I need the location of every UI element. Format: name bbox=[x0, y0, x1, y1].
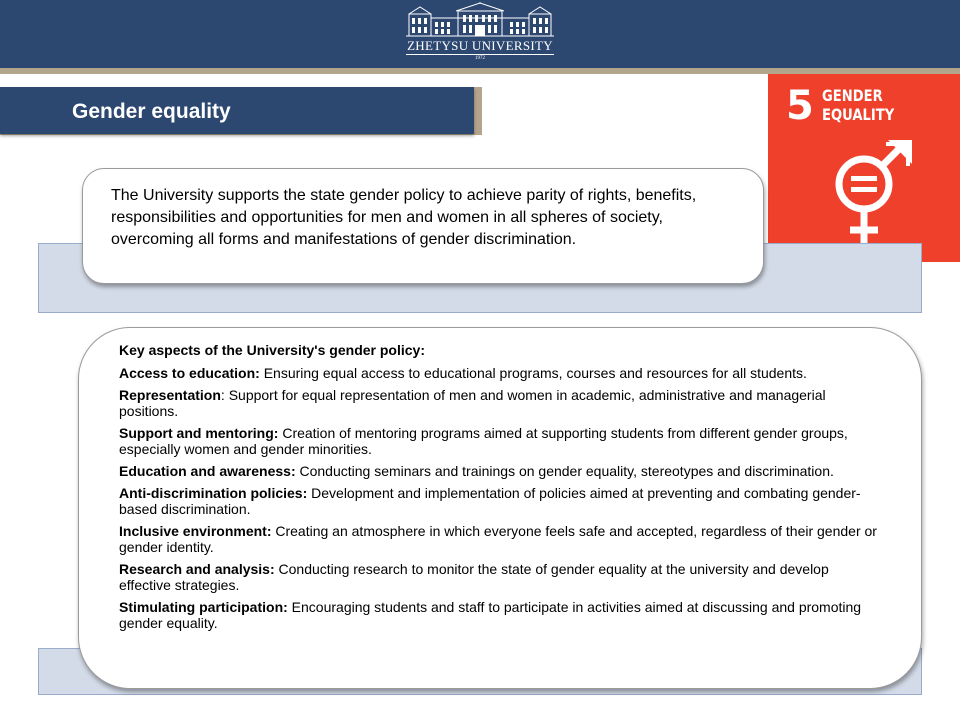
aspect-term: Research and analysis: bbox=[119, 561, 275, 577]
aspect-term: Education and awareness: bbox=[119, 463, 296, 479]
policy-aspect bbox=[119, 387, 879, 419]
policy-aspect bbox=[119, 425, 879, 457]
aspect-text: Encouraging students and staff to participate in activities aimed at discussing and promoting gender equality. bbox=[119, 599, 862, 631]
university-building-icon bbox=[406, 2, 554, 38]
founded-year: 1972 bbox=[475, 56, 485, 61]
header-bar bbox=[0, 0, 960, 68]
aspect-text: Conducting research to monitor the state of gender equality at the university and develop effective strategies. bbox=[119, 561, 829, 593]
university-name: ZHETYSU UNIVERSITY bbox=[407, 38, 553, 53]
page-title: Gender equality bbox=[72, 100, 231, 123]
aspect-text: Creating an atmosphere in which everyone feels safe and accepted, regardless of their gender or gender identity. bbox=[119, 523, 877, 555]
aspect-text: : Support for equal representation of men and women in academic, administrative and managerial positions. bbox=[119, 387, 826, 419]
intro-text: The University supports the state gender policy to achieve parity of rights, benefits, responsibilities and opportunities for men and women in all spheres of society, overcoming all forms and manifestations of gender discrimination. bbox=[111, 187, 697, 248]
gender-equality-icon bbox=[828, 138, 918, 250]
aspect-term: Stimulating participation: bbox=[119, 599, 288, 615]
aspect-text: Development and implementation of policies aimed at preventing and combating gender-based discrimination. bbox=[119, 485, 861, 517]
aspect-term: Access to education: bbox=[119, 365, 260, 381]
sdg-label bbox=[822, 86, 894, 124]
policy-aspect bbox=[119, 523, 879, 555]
sdg-label-line1: GENDER bbox=[822, 86, 883, 105]
aspect-term: Support and mentoring: bbox=[119, 425, 279, 441]
aspect-text: Ensuring equal access to educational programs, courses and resources for all students. bbox=[259, 365, 807, 381]
policy-heading: Key aspects of the University's gender policy: bbox=[119, 342, 425, 358]
policy-card bbox=[78, 327, 922, 689]
sdg-label-line2: EQUALITY bbox=[822, 105, 895, 124]
sdg-5-badge bbox=[768, 74, 960, 262]
aspect-text: Creation of mentoring programs aimed at supporting students from different gender groups, especially women and gender minorities. bbox=[119, 425, 848, 457]
aspect-term: Inclusive environment: bbox=[119, 523, 272, 539]
aspect-term: Anti-discrimination policies: bbox=[119, 485, 308, 501]
sdg-number: 5 bbox=[786, 83, 814, 129]
university-logo bbox=[400, 2, 560, 68]
policy-aspect bbox=[119, 561, 879, 593]
policy-aspect bbox=[119, 463, 879, 479]
policy-aspect bbox=[119, 365, 879, 381]
intro-card bbox=[82, 168, 764, 284]
policy-aspect bbox=[119, 485, 879, 517]
policy-aspect bbox=[119, 599, 879, 631]
aspect-text: Conducting seminars and trainings on gender equality, stereotypes and discrimination. bbox=[295, 463, 834, 479]
aspect-term: Representation bbox=[119, 387, 221, 403]
policy-content bbox=[119, 342, 879, 637]
